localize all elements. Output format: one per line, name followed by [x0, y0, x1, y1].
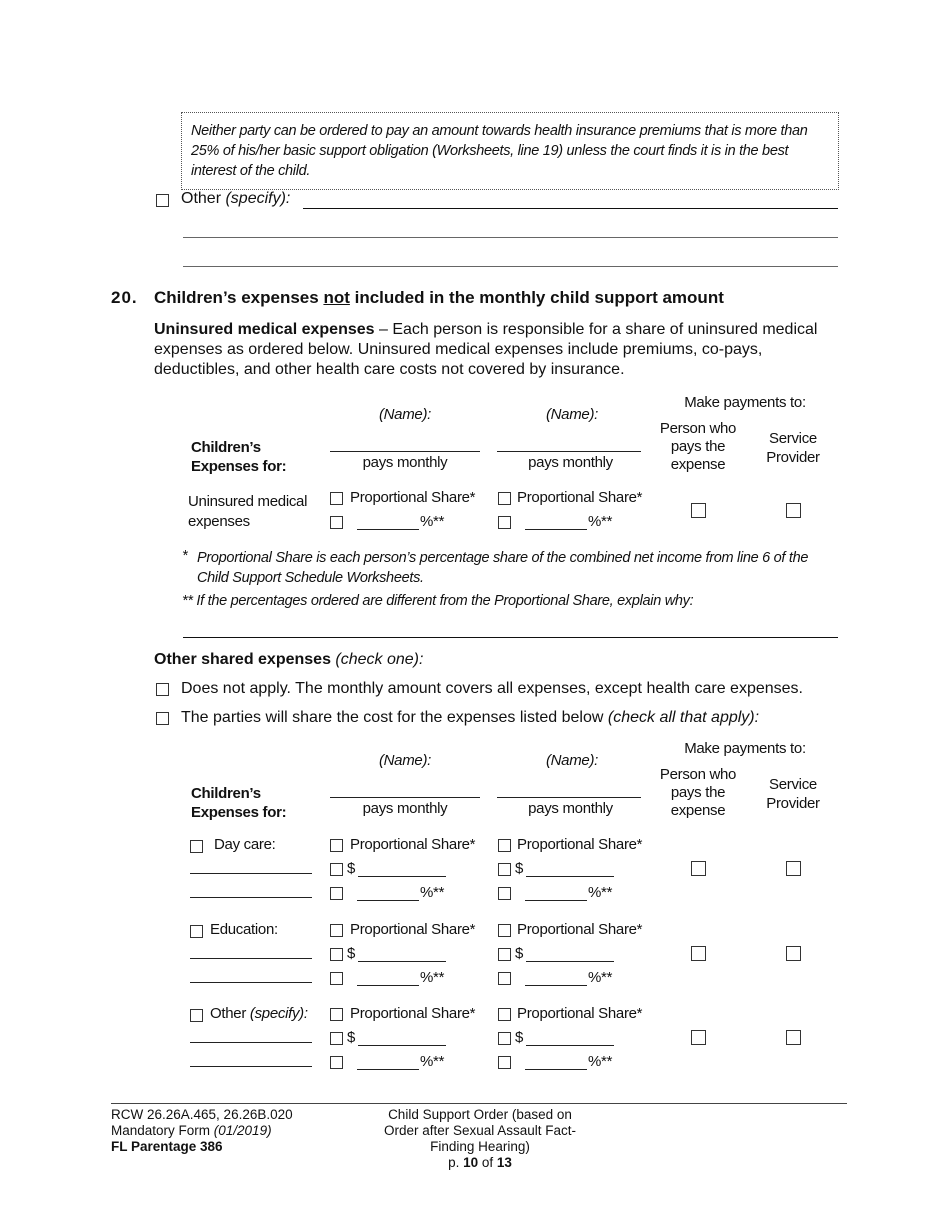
day-care-p2-percent-label: %** — [588, 884, 613, 901]
other-expense-p2-percent-checkbox[interactable] — [498, 1056, 511, 1069]
education-checkbox[interactable] — [190, 925, 203, 938]
table2-name-2-line[interactable] — [497, 797, 641, 798]
education-p2-dollar-checkbox[interactable] — [498, 948, 511, 961]
other-expense-service-provider-checkbox[interactable] — [786, 1030, 801, 1045]
table2-children-expenses-header: Children’s Expenses for: — [191, 785, 287, 821]
table2-name-1-line[interactable] — [330, 797, 480, 798]
footnote-percentages: ** If the percentages ordered are different from the Proportional Share, explain why: — [182, 593, 694, 609]
uninsured-p1-proportional-label: Proportional Share* — [350, 489, 476, 506]
page-number: p. 10 of 13 — [448, 1155, 512, 1170]
footer-form-id: FL Parentage 386 — [111, 1139, 223, 1154]
share-cost-label: The parties will share the cost for the expenses listed below (check all that apply): — [181, 709, 760, 726]
other-expense-p1-proportional-checkbox[interactable] — [330, 1008, 343, 1021]
other-expense-p2-dollar-sign: $ — [515, 1029, 524, 1046]
education-p1-dollar-checkbox[interactable] — [330, 948, 343, 961]
footnote-proportional-share: Proportional Share is each person’s percentage share of the combined net income from line 6 of the Child Support Schedule Worksheets. — [197, 550, 809, 586]
expense-row-other — [0, 1005, 950, 1085]
day-care-p1-percent-label: %** — [420, 884, 445, 901]
other-expense-p1-dollar-sign: $ — [347, 1029, 356, 1046]
person-pays-header: Person who pays the expense — [659, 420, 737, 473]
table2-service-provider-header: Service Provider — [766, 776, 820, 812]
education-p2-percent-line[interactable] — [525, 985, 587, 986]
day-care-p2-dollar-line[interactable] — [526, 876, 614, 877]
explain-why-line[interactable] — [183, 637, 838, 638]
day-care-p2-percent-checkbox[interactable] — [498, 887, 511, 900]
education-specify-line-1[interactable] — [190, 958, 312, 959]
service-provider-header: Service Provider — [766, 430, 820, 466]
uninsured-p2-percent-checkbox[interactable] — [498, 516, 511, 529]
uninsured-p1-proportional-checkbox[interactable] — [330, 492, 343, 505]
education-p1-dollar-line[interactable] — [358, 961, 446, 962]
uninsured-p2-percent-line[interactable] — [525, 529, 587, 530]
other-shared-heading: Other shared expenses (check one): — [154, 651, 424, 668]
education-p1-proportional-checkbox[interactable] — [330, 924, 343, 937]
pays-monthly-2: pays monthly — [528, 454, 613, 471]
other-specify-line-3[interactable] — [183, 266, 838, 267]
other-expense-specify-line-2[interactable] — [190, 1066, 312, 1067]
section-20-number: 20. — [111, 288, 138, 307]
other-expense-p1-percent-label: %** — [420, 1053, 445, 1070]
day-care-person-pays-checkbox[interactable] — [691, 861, 706, 876]
health-insurance-note-text: Neither party can be ordered to pay an amount towards health insurance premiums that is more than 25% of his/her basic support obligation (Worksheets, line 19) unless the court finds it is in the best interest of the child. — [191, 123, 808, 179]
footer-left — [111, 1107, 293, 1155]
day-care-p1-proportional-label: Proportional Share* — [350, 836, 476, 853]
other-expense-p2-proportional-checkbox[interactable] — [498, 1008, 511, 1021]
uninsured-p1-percent-checkbox[interactable] — [330, 516, 343, 529]
children-expenses-header: Children’s Expenses for: — [191, 439, 287, 475]
education-p2-percent-checkbox[interactable] — [498, 972, 511, 985]
other-specify-line-1[interactable] — [303, 208, 838, 209]
other-label: Other (specify): — [181, 190, 291, 207]
uninsured-person-pays-checkbox[interactable] — [691, 503, 706, 518]
uninsured-row-label: Uninsured medical expenses — [188, 493, 308, 530]
expense-row-education — [0, 921, 950, 1001]
other-expense-p2-dollar-line[interactable] — [526, 1045, 614, 1046]
footnote-star: * — [182, 548, 188, 564]
other-expense-p2-proportional-label: Proportional Share* — [517, 1005, 643, 1022]
table2-name-1-label: (Name): — [378, 752, 432, 769]
day-care-p2-proportional-checkbox[interactable] — [498, 839, 511, 852]
day-care-p1-proportional-checkbox[interactable] — [330, 839, 343, 852]
other-expense-p1-percent-checkbox[interactable] — [330, 1056, 343, 1069]
other-expense-p2-percent-line[interactable] — [525, 1069, 587, 1070]
uninsured-p1-percent-line[interactable] — [357, 529, 419, 530]
table2-pays-monthly-1: pays monthly — [362, 800, 448, 817]
make-payments-label: Make payments to: — [684, 394, 806, 411]
uninsured-p1-percent-label: %** — [420, 513, 445, 530]
name-1-label: (Name): — [378, 406, 432, 423]
footer-rule — [111, 1103, 847, 1104]
education-p2-proportional-checkbox[interactable] — [498, 924, 511, 937]
other-expense-label: Other (specify): — [210, 1005, 308, 1022]
footer-rcw: RCW 26.26A.465, 26.26B.020 — [111, 1107, 293, 1122]
day-care-service-provider-checkbox[interactable] — [786, 861, 801, 876]
other-checkbox[interactable] — [156, 194, 169, 207]
education-p2-dollar-line[interactable] — [526, 961, 614, 962]
does-not-apply-label: Does not apply. The monthly amount covers all expenses, except health care expenses. — [181, 680, 803, 697]
day-care-p1-dollar-checkbox[interactable] — [330, 863, 343, 876]
day-care-p2-dollar-sign: $ — [515, 860, 524, 877]
expense-row-day-care — [0, 836, 950, 916]
other-expense-p2-dollar-checkbox[interactable] — [498, 1032, 511, 1045]
education-p1-proportional-label: Proportional Share* — [350, 921, 476, 938]
day-care-label: Day care: — [214, 836, 276, 853]
day-care-p2-proportional-label: Proportional Share* — [517, 836, 643, 853]
education-p2-proportional-label: Proportional Share* — [517, 921, 643, 938]
does-not-apply-checkbox[interactable] — [156, 683, 169, 696]
day-care-p1-dollar-sign: $ — [347, 860, 356, 877]
education-specify-line-2[interactable] — [190, 982, 312, 983]
education-label: Education: — [210, 921, 278, 938]
day-care-checkbox[interactable] — [190, 840, 203, 853]
uninsured-intro: Uninsured medical expenses – Each person is responsible for a share of uninsured medical expenses as ordered below. Uninsured medical expenses include premiums, co-pays, deductibles, and other health care costs not covered by insurance. — [154, 321, 818, 378]
day-care-p1-percent-checkbox[interactable] — [330, 887, 343, 900]
day-care-p2-dollar-checkbox[interactable] — [498, 863, 511, 876]
day-care-specify-line-1[interactable] — [190, 873, 312, 874]
other-expense-person-pays-checkbox[interactable] — [691, 1030, 706, 1045]
day-care-specify-line-2[interactable] — [190, 897, 312, 898]
other-expense-checkbox[interactable] — [190, 1009, 203, 1022]
education-p1-percent-label: %** — [420, 969, 445, 986]
table2-person-pays-header: Person who pays the expense — [659, 766, 737, 819]
name-2-line[interactable] — [497, 451, 641, 452]
footer-center: Child Support Order (based on Order after Sexual Assault Fact- Finding Hearing) p. 10 of 13 — [360, 1107, 600, 1171]
education-p1-percent-checkbox[interactable] — [330, 972, 343, 985]
uninsured-p2-percent-label: %** — [588, 513, 613, 530]
table2-make-payments-label: Make payments to: — [684, 740, 806, 757]
footer-mandatory: Mandatory Form (01/2019) — [111, 1123, 272, 1138]
table2-name-2-label: (Name): — [545, 752, 599, 769]
pays-monthly-1: pays monthly — [362, 454, 448, 471]
name-1-line[interactable] — [330, 451, 480, 452]
other-expense-p2-percent-label: %** — [588, 1053, 613, 1070]
day-care-p1-percent-line[interactable] — [357, 900, 419, 901]
other-expense-p1-dollar-line[interactable] — [358, 1045, 446, 1046]
section-20-heading: Children’s expenses not included in the monthly child support amount — [154, 288, 724, 307]
other-expense-specify-line-1[interactable] — [190, 1042, 312, 1043]
education-p2-dollar-sign: $ — [515, 945, 524, 962]
table2-pays-monthly-2: pays monthly — [528, 800, 613, 817]
other-expense-p1-percent-line[interactable] — [357, 1069, 419, 1070]
uninsured-p2-proportional-checkbox[interactable] — [498, 492, 511, 505]
name-2-label: (Name): — [545, 406, 599, 423]
other-expense-p1-proportional-label: Proportional Share* — [350, 1005, 476, 1022]
day-care-p2-percent-line[interactable] — [525, 900, 587, 901]
uninsured-p2-proportional-label: Proportional Share* — [517, 489, 643, 506]
education-p2-percent-label: %** — [588, 969, 613, 986]
other-expense-p1-dollar-checkbox[interactable] — [330, 1032, 343, 1045]
uninsured-service-provider-checkbox[interactable] — [786, 503, 801, 518]
education-p1-dollar-sign: $ — [347, 945, 356, 962]
education-service-provider-checkbox[interactable] — [786, 946, 801, 961]
other-specify-line-2[interactable] — [183, 237, 838, 238]
day-care-p1-dollar-line[interactable] — [358, 876, 446, 877]
share-cost-checkbox[interactable] — [156, 712, 169, 725]
education-p1-percent-line[interactable] — [357, 985, 419, 986]
education-person-pays-checkbox[interactable] — [691, 946, 706, 961]
